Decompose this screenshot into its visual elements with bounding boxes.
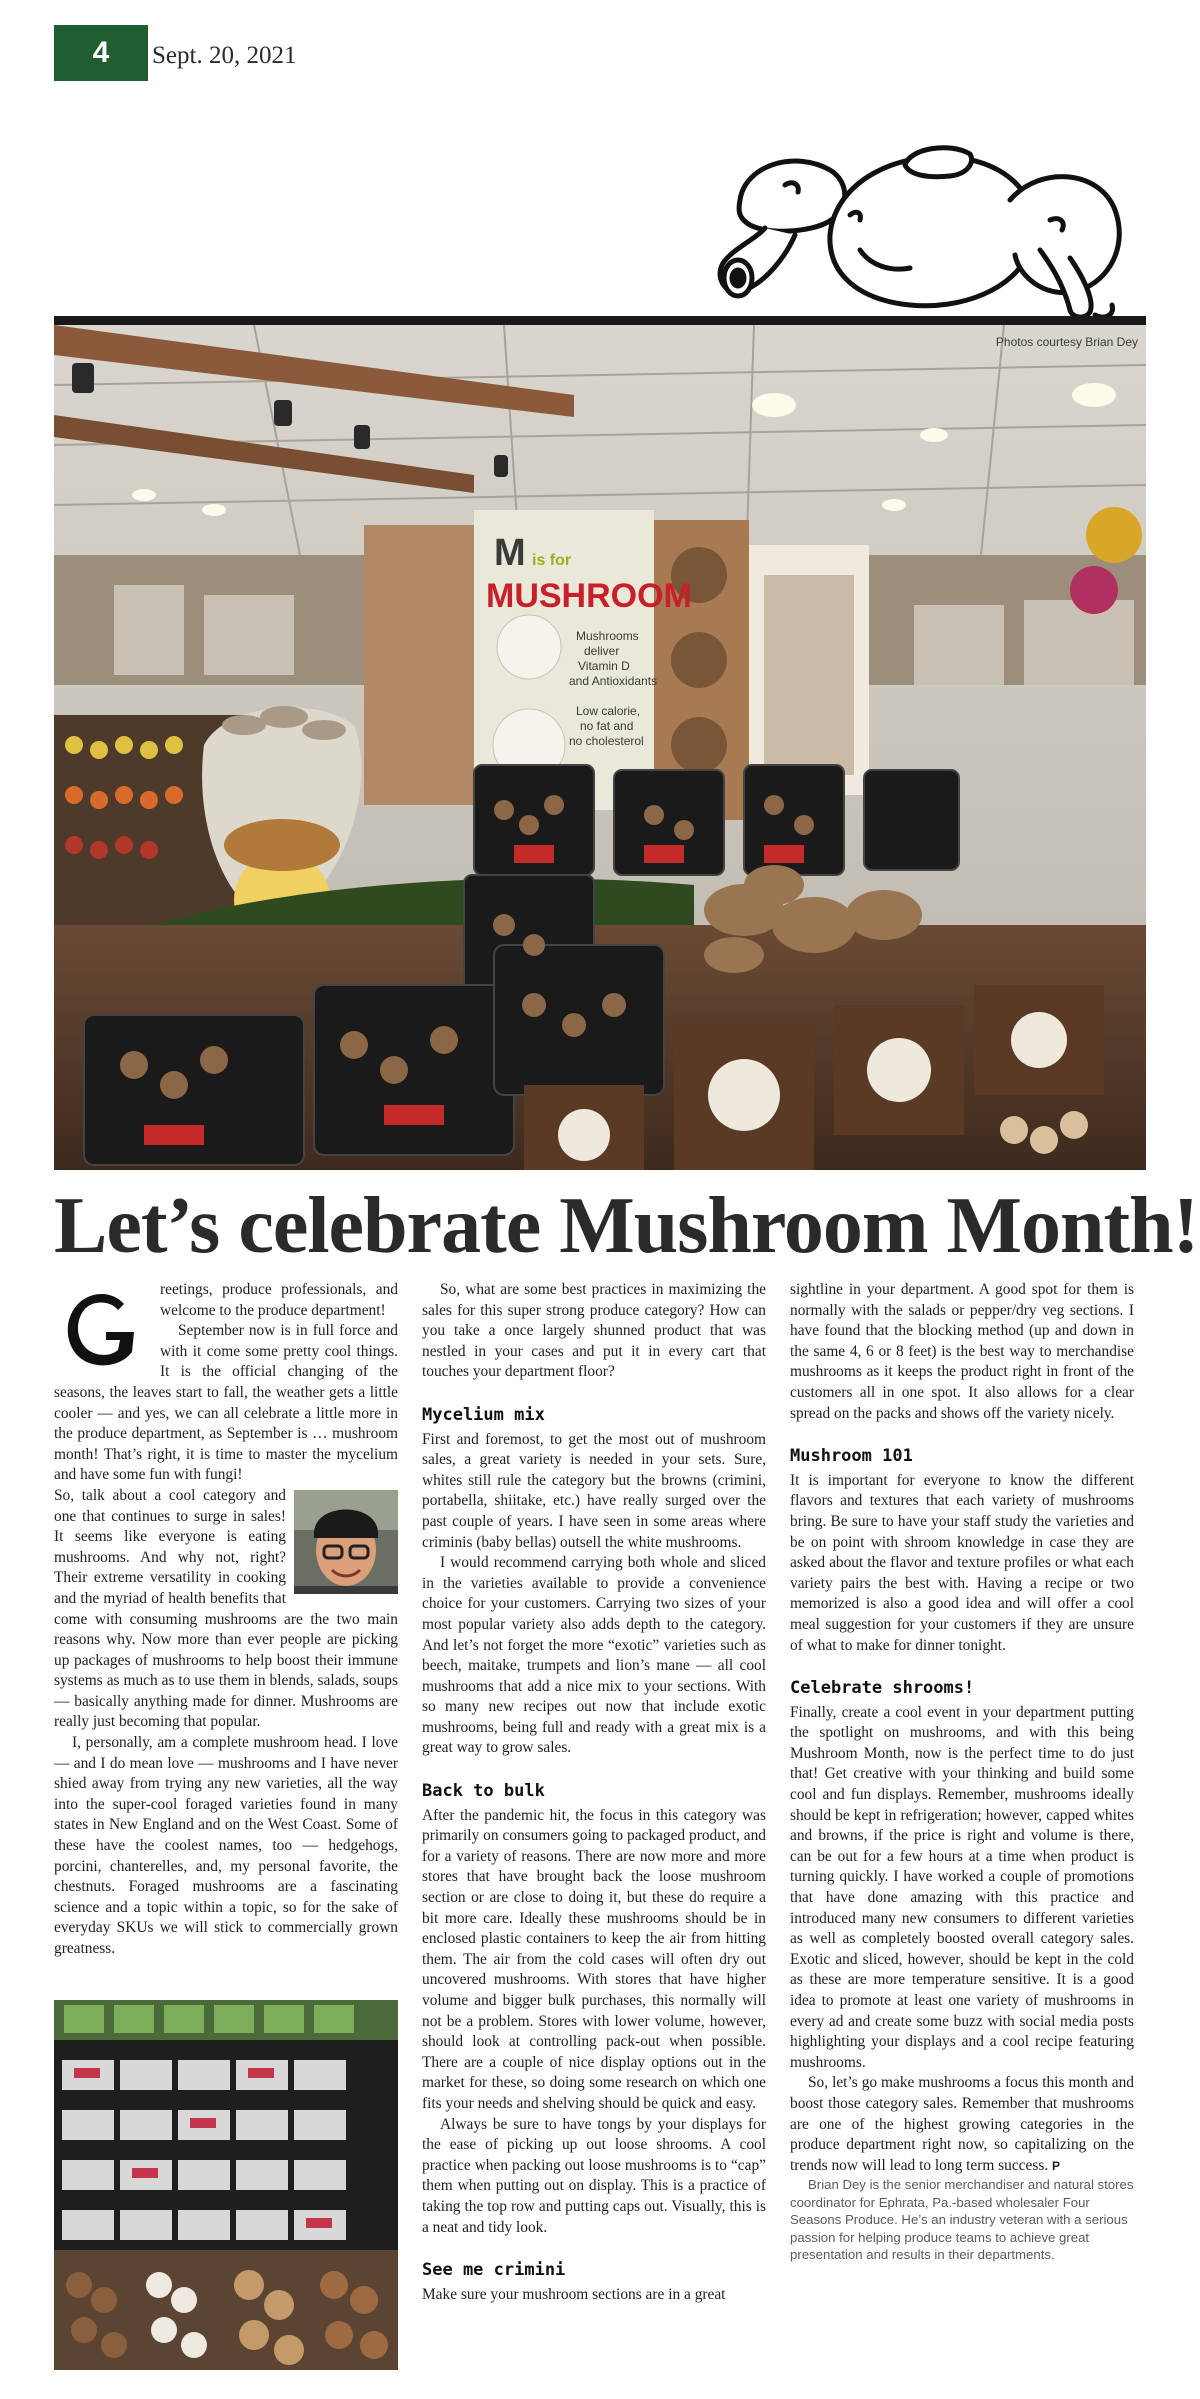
subhead-celebrate-shrooms: Celebrate shrooms! [790, 1678, 975, 1699]
mushroom-illustration-icon [710, 140, 1130, 325]
body-paragraph: Finally, create a cool event in your department putting the spotlight on mushrooms, and with this being Mushroom Month, now is the perfect time to do just that! Get creative with your thinking and build some cool and fun displays. Remember, mushrooms ideally should be kept in refrigeration; however, capped whites and browns, if the price is right and volume is there, can be out for a few hours at a time when product is turning quickly. I have worked a couple of promotions that have done amazing with this practice and introduced many new consumers to different varieties as well as completely boosted overall category sales. Exotic and sliced, however, should be kept in the cold as these are more temperature sensitive. It is a good idea to promote at least one variety of mushrooms in every ad and create some buzz with social media posts highlighting your displays and a cool recipe featuring mushrooms. [790, 1703, 1134, 2071]
body-paragraph: First and foremost, to get the most out of mushroom sales, a great variety is needed in your sets. Sure, whites still rule the category but the browns (crimini, portabella, shiitake, etc.) have really surged over the past couple of years. I have seen in some areas where criminis (baby bellas) outsell the white mushrooms. [422, 1430, 766, 1551]
body-paragraph: After the pandemic hit, the focus in this category was primarily on consumers going to packaged product, and for a variety of reasons. There are now more and more stores that have brought back the loose mushroom section or are close to doing it, but these do require a bit more care. Ideally these mushrooms should be in enclosed plastic containers to keep the air from hitting them. The air from the cold cases will often dry out uncovered mushrooms. With stores that have higher volume and bigger bulk purchases, this normally will not be a problem. Stores with lower volume, however, should look at controlling pack-out when possible. There are a couple of nice display options out in the market for these, so doing some research on which one fits your needs and shelving should be quick and easy. [422, 1806, 766, 2112]
sign-copy: no fat and [580, 719, 634, 733]
subhead-mycelium-mix: Mycelium mix [422, 1404, 545, 1425]
article-column-2 [422, 1280, 766, 2305]
subhead-see-me-crimini: See me crimini [422, 2260, 566, 2281]
headline: Let’s celebrate Mushroom Month! [54, 1182, 1199, 1270]
sign-title: MUSHROOM [486, 577, 692, 615]
drop-cap-g-icon [54, 1282, 152, 1374]
body-paragraph: reetings, produce professionals, and welcome to the produce department! [160, 1281, 398, 1319]
body-paragraph: I, personally, am a complete mushroom head. I love — and I do mean love — mushrooms and I have never shied away from trying any new varieties, all the way into the super-cool foraged varieties found in many states in New England and on the West Coast. Some of these have the coolest names, too — hedgehogs, porcini, chanterelles, and, my personal favorite, the chestnuts. Foraged mushrooms are a fascinating science and a topic within a topic, so for the sake of everyday SKUs we will stick to commercially grown greatness. [54, 1734, 398, 1957]
body-paragraph: It is important for everyone to know the different flavors and textures that each variety of mushrooms bring. Be sure to have your staff study the varieties and be on point with shroom knowledge in case they are asked about the flavor and texture profiles or what each variety pairs the best with. Having a recipe or two memorized is also a good idea and will offer a cool meal suggestion for your customers if they are unsure of what to make for dinner tonight. [790, 1471, 1134, 1654]
sign-letter: M [494, 532, 526, 574]
subhead-mushroom-101: Mushroom 101 [790, 1446, 913, 1467]
sign-copy: Low calorie, [576, 704, 641, 718]
sign-subtext: is for [532, 552, 572, 569]
sign-copy: Mushrooms [576, 629, 639, 643]
end-mark: P [1052, 2158, 1061, 2173]
body-paragraph: So, what are some best practices in maximizing the sales for this super strong produce category? How can you take a once largely shunned product that was nestled in your cases and put it in every cart that touches your department floor? [422, 1281, 766, 1381]
article-column-1 [54, 1280, 398, 1960]
subhead-back-to-bulk: Back to bulk [422, 1781, 545, 1802]
mushroom-case-photo [54, 2000, 398, 2370]
store-display-photo [54, 325, 1146, 1170]
closing-text: So, let’s go make mushrooms a focus this month and boost those category sales. Remember that mushrooms are one of the highest growing categories in the produce department right now, so capitalizing on the trends now will lead to long term success. [790, 2074, 1134, 2174]
divider-bar [54, 316, 1146, 325]
body-paragraph [790, 2073, 1134, 2176]
sign-copy: Vitamin D [578, 659, 630, 673]
photo-credit: Photos courtesy Brian Dey [995, 335, 1138, 349]
page-number: 4 [54, 25, 148, 81]
body-paragraph: Make sure your mushroom sections are in a great [422, 2285, 726, 2303]
issue-date: Sept. 20, 2021 [152, 42, 297, 69]
sign-copy: and Antioxidants [569, 674, 658, 688]
author-photo [294, 1490, 398, 1594]
body-paragraph: September now is in full force and with it come some pretty cool things. It is the official changing of the seasons, the leaves start to fall, the weather gets a little cooler — and yes, we can all celebrate a little more in the produce department, as September is … mushroom month! That’s right, it is time to master the mycelium and have some fun with fungi! [54, 1322, 398, 1484]
article-column-3 [790, 1280, 1134, 2264]
body-paragraph: So, talk about a cool category and one that continues to surge in sales! It seems like everyone is eating mushrooms. And why not, right? Their extreme versatility in cooking and the myriad of health benefits that come with consuming mushrooms are the two main reasons why. Now more than ever people are picking up packages of mushrooms to help boost their immune systems as much as to use them in blends, salads, soups — basically anything made for dinner. Mushrooms are really just becoming that popular. [54, 1486, 398, 1731]
body-paragraph: I would recommend carrying both whole and sliced in the varieties available to provide a convenience choice for your customers. Carrying two sizes of your most popular variety also adds depth to the category. And let’s not forget the more “exotic” varieties such as beech, maitake, trumpets and lion’s mane — all cool mushrooms that add a nice mix to your sections. With so many new recipes out now that include exotic mushrooms, being full and ready with a great mix is a great way to grow sales. [422, 1554, 766, 1757]
body-paragraph: sightline in your department. A good spot for them is normally with the salads or pepper/dry veg sections. I have found that the blocking method (up and down in the same 4, 6 or 8 feet) is the best way to merchandise mushrooms as it keeps the product right in front of the customers all in one spot. It also allows for a clear spread on the packs and shows off the variety nicely. [790, 1281, 1134, 1422]
sign-copy: no cholesterol [569, 734, 644, 748]
sign-copy: deliver [584, 644, 620, 658]
author-bio: Brian Dey is the senior merchandiser and natural stores coordinator for Ephrata, Pa.-based wholesaler Four Seasons Produce. He’s an industry veteran with a serious passion for helping produce teams to achieve great presentation and results in their departments. [790, 2177, 1134, 2263]
body-paragraph: Always be sure to have tongs by your displays for the ease of picking up out loose shrooms. A cool practice when packing out loose mushrooms is to “cap” them when putting out on display. This is a practice of taking the top row and putting caps out. Visually, this is a neat and tidy look. [422, 2115, 766, 2236]
